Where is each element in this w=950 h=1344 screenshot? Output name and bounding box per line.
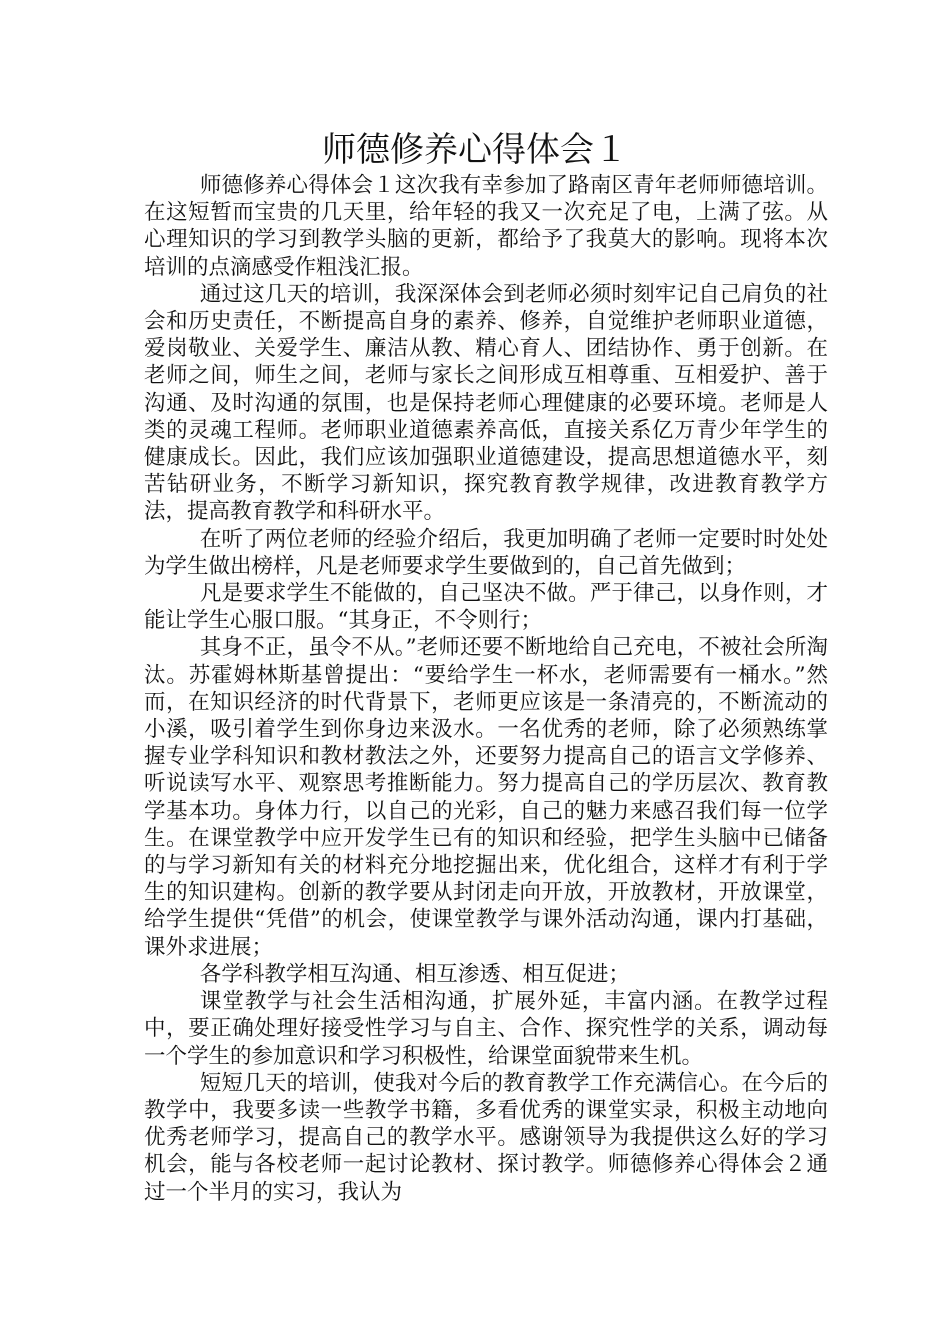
- document-body: [144, 172, 828, 1206]
- paragraph: 师德修养心得体会１这次我有幸参加了路南区青年老师师德培训。在这短暂而宝贵的几天里，给年轻的我又一次充足了电，上满了弦。从心理知识的学习到教学头脑的更新，都给予了我莫大的影响。现将本次培训的点滴感受作粗浅汇报。: [144, 173, 828, 280]
- paragraph: 短短几天的培训，使我对今后的教育教学工作充满信心。在今后的教学中，我要多读一些教学书籍，多看优秀的课堂实录，积极主动地向优秀老师学习，提高自己的教学水平。感谢领导为我提供这么好的学习机会，能与各校老师一起讨论教材、探讨教学。师德修养心得体会２通过一个半月的实习，我认为: [144, 1070, 828, 1205]
- paragraph: 课堂教学与社会生活相沟通，扩展外延，丰富内涵。在教学过程中，要正确处理好接受性学习与自主、合作、探究性学的关系，调动每一个学生的参加意识和学习积极性，给课堂面貌带来生机。: [144, 989, 828, 1069]
- paragraph: 凡是要求学生不能做的，自己坚决不做。严于律己，以身作则，才能让学生心服口服。“其身正，不令则行；: [144, 581, 828, 634]
- page-title: 师德修养心得体会１: [322, 130, 628, 170]
- paragraph: 其身不正，虽令不从。”老师还要不断地给自己充电，不被社会所淘汰。苏霍姆林斯基曾提出：“要给学生一杯水，老师需要有一桶水。”然而，在知识经济的时代背景下，老师更应该是一条清亮的，不断流动的小溪，吸引着学生到你身边来汲水。一名优秀的老师，除了必须熟练掌握专业学科知识和教材教法之外，还要努力提高自己的语言文学修养、听说读写水平、观察思考推断能力。努力提高自己的学历层次、教育教学基本功。身体力行，以自己的光彩，自己的魅力来感召我们每一位学生。在课堂教学中应开发学生已有的知识和经验，把学生头脑中已储备的与学习新知有关的材料充分地挖掘出来，优化组合，这样才有利于学生的知识建构。创新的教学要从封闭走向开放，开放教材，开放课堂，给学生提供“凭借”的机会，使课堂教学与课外活动沟通，课内打基础，课外求进展；: [144, 635, 828, 960]
- paragraph: 各学科教学相互沟通、相互渗透、相互促进；: [199, 961, 630, 987]
- paragraph: 在听了两位老师的经验介绍后，我更加明确了老师一定要时时处处为学生做出榜样，凡是老师要求学生要做到的，自己首先做到；: [144, 526, 828, 579]
- paragraph: 通过这几天的培训，我深深体会到老师必须时刻牢记自己肩负的社会和历史责任，不断提高自身的素养、修养，自觉维护老师职业道德，爱岗敬业、关爱学生、廉洁从教、精心育人、团结协作、勇于创新。在老师之间，师生之间，老师与家长之间形成互相尊重、互相爱护、善于沟通、及时沟通的氛围，也是保持老师心理健康的必要环境。老师是人类的灵魂工程师。老师职业道德素养高低，直接关系亿万青少年学生的健康成长。因此，我们应该加强职业道德建设，提高思想道德水平，刻苦钻研业务，不断学习新知识，探究教育教学规律，改进教育教学方法，提高教育教学和科研水平。: [144, 281, 828, 525]
